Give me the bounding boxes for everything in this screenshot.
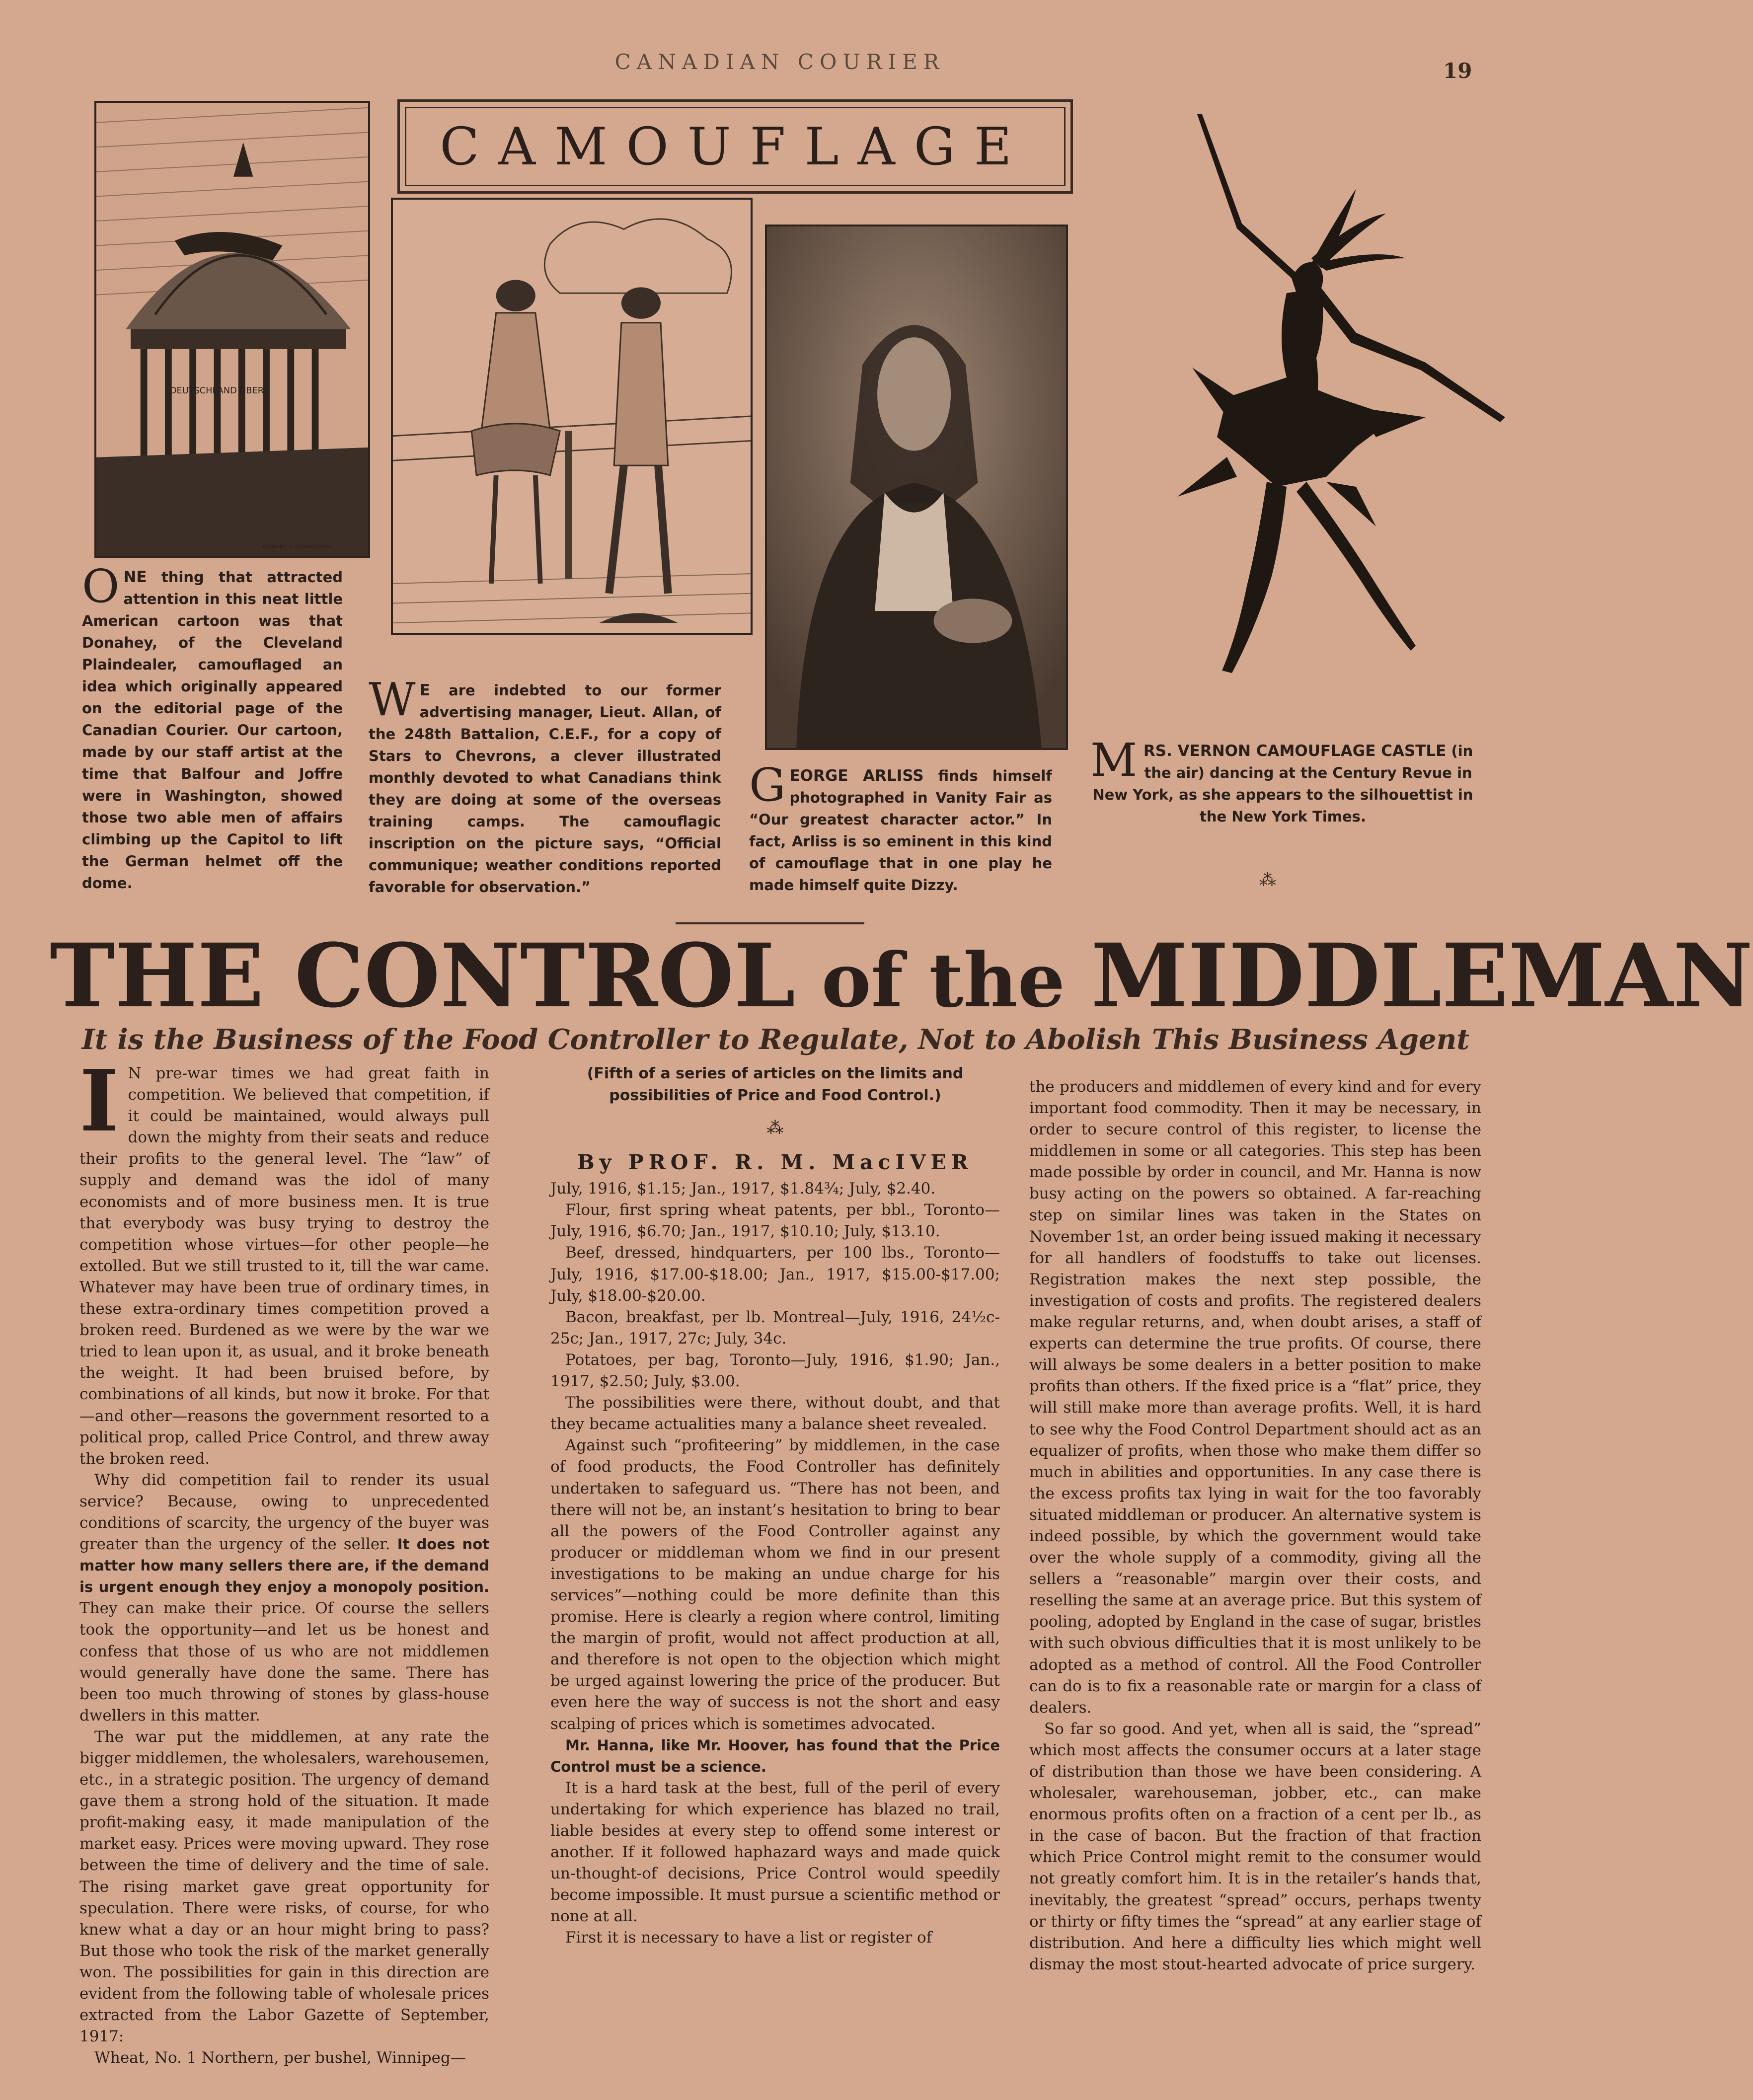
price-line-5: Potatoes, per bag, Toronto—July, 1916, $1.90; Jan., 1917, $2.50; July, $3.00.: [550, 1350, 1000, 1391]
col3-para-1: the producers and middlemen of every kind and for every important food commodity. Then it may be necessary, in order to secure control of this register, to license the middlemen in some or all categories. This step has been made possible by order in council, and Mr. Hanna is now busy acting on the powers so obtained. A far-reaching step on similar lines was taken in the States on November 1st, an order being issued making it necessary for all handlers of foodstuffs to take out licenses. Registration makes the next step possible, the investigation of costs and profits. The registered dealers make regular returns, and, when doubt arises, a staff of experts can determine the true profits. Of course, there will always be some dealers in a better position to make profits than others. If the fixed price is a “flat” price, they will still make more than average profits. Well, it is hard to see why the Food Control Department should act as an equalizer of profits, when those who make them differ so much in abilities and opportunities. In any case there is the excess profits tax lying in wait for the too favorably situated middleman or producer. An alternative system is indeed possible, by which the government would take over the whole supply of a commodity, giving all the sellers a “reasonable” margin over their costs, and reselling the same at an average price. But this system of pooling, adopted by England in the case of sugar, bristles with such obvious difficulties that it is most unlikely to be adopted as a method of control. All the Food Controller can do is to fix a reasonable rate or margin for a class of dealers.: [1029, 1078, 1481, 1717]
col2-para-1: The possibilities were there, without doubt, and that they became actualities many a balance sheet revealed.: [550, 1394, 1000, 1433]
article-column-3: [1029, 1076, 1481, 1975]
article-column-1: [79, 1051, 489, 2069]
article-headline: [50, 924, 1753, 1033]
arliss-caption-text: finds himself photographed in Vanity Fair as “Our greatest character actor.” In fact, Arliss is so eminent in this kind of camouflage that in one play he made himself quite Dizzy.: [749, 767, 1052, 894]
chevrons-caption-text: are indebted to our former advertising manager, Lieut. Allan, of the 248th Battalion, C.E.F., for a copy of Stars to Chevrons, a clever illustrated monthly devoted to what Canadians think they are doing at some of the overseas training camps. The camouflagic inscription on the picture says, “Official communique; weather conditions reported favorable for observation.”: [369, 682, 721, 896]
capitol-caption-lead: NE: [123, 568, 147, 586]
arliss-caption-lead: EORGE ARLISS: [789, 767, 924, 785]
capitol-caption-text: thing that attracted attention in this neat little American cartoon was that Donahey, of the Cleveland Plaindealer, camouflaged an idea which originally appeared on the editorial page of the Canadian Courier. Our cartoon, made by our staff artist at the time that Balfour and Joffre were in Washington, showed those two able men of affairs climbing up the Capitol to lift the German helmet off the dome.: [82, 569, 343, 892]
arliss-dropcap: G: [749, 758, 786, 812]
page-number: 19: [1443, 59, 1472, 83]
price-line-3: Beef, dressed, hindquarters, per 100 lbs., Toronto—July, 1916, $17.00-$18.00; Jan., 1917, $15.00-$17.00; July, $18.00-$20.00.: [550, 1244, 1000, 1305]
cartoon-helmet-label: DEUTSCHLAND UBER: [169, 385, 264, 396]
chevrons-cartoon: [391, 198, 753, 635]
castle-caption: [1090, 734, 1475, 827]
castle-dropcap: M: [1090, 734, 1138, 787]
running-head: CANADIAN COURIER: [614, 50, 945, 74]
article-dropcap: I: [79, 1051, 119, 1151]
col1-para-2a: Why did competition fail to render its usual service? Because, owing to unprecedented conditions of scarcity, the urgency of the buyer was greater than the urgency of the seller.: [79, 1471, 489, 1554]
chevrons-caption: [369, 673, 721, 898]
article-subhead: It is the Business of the Food Controller to Regulate, Not to Abolish This Business Agent: [81, 1023, 1470, 1056]
arliss-photo: [765, 225, 1068, 750]
col2-para-4: It is a hard task at the best, full of the peril of every undertaking for which experience has blazed no trail, liable besides at every step to offend some interest or another. If it followed haphazard ways and made quick un-thought-of decisions, Price Control would speedily become impossible. It must pursue a scientific method or none at all.: [550, 1779, 1000, 1926]
series-note: (Fifth of a series of articles on the limits and possibilities of Price and Food Control.): [587, 1065, 964, 1104]
arliss-caption: [749, 758, 1052, 896]
col1-para-1: N pre-war times we had great faith in competition. We believed that competition, if it could be maintained, would always pull down the mighty from their seats and reduce their profits to the general level. The “law” of supply and demand was the idol of many economists and of more business men. It is true that everybody was busy trying to destroy the competition whose virtues—for other people—he extolled. But we still trusted to it, till the war came. Whatever may have been true of ordinary times, in these extra-ordinary times competition proved a broken reed. Burdened as we were by the war we tried to lean upon it, as usual, and it broke beneath the weight. It had been bruised before, by combinations of all kinds, but now it broke. For that—and other—reasons the government resorted to a political prop, called Price Control, and threw away the broken reed.: [79, 1064, 489, 1468]
cartoon-credit: DONAHEY in Cleveland Plain: [263, 544, 333, 550]
headline-part-a: THE CONTROL: [50, 924, 796, 1027]
col1-para-4: Wheat, No. 1 Northern, per bushel, Winnipeg—: [94, 2049, 466, 2067]
capitol-dropcap: O: [82, 560, 120, 613]
article-byline: By PROF. R. M. MacIVER: [577, 1150, 973, 1175]
chevrons-dropcap: W: [369, 673, 416, 726]
castle-ornament: ⁂: [1259, 870, 1276, 890]
price-line-1: July, 1916, $1.15; Jan., 1917, $1.84¾; July, $2.40.: [550, 1180, 936, 1198]
price-line-4: Bacon, breakfast, per lb. Montreal—July, 1916, 24½c-25c; Jan., 1917, 27c; July, 34c.: [550, 1308, 1000, 1348]
col3-para-2: So far so good. And yet, when all is said, the “spread” which most affects the consumer occurs at a later stage of distribution than those we have been considering. A wholesaler, warehouseman, jobber, etc., can make enormous profits often on a fraction of a cent per lb., as in the case of bacon. But the fraction of that fraction which Price Control might remit to the consumer would not greatly comfort him. It is in the retailer’s hands that, inevitably, the greatest “spread” occurs, perhaps twenty or thirty or fifty times the “spread” at any earlier stage of distribution. And here a difficulty lies which might well dismay the most stout-hearted advocate of price surgery.: [1029, 1720, 1481, 1973]
col2-para-5: First it is necessary to have a list or register of: [565, 1929, 932, 1947]
castle-caption-text: (in the air) dancing at the Century Revue in New York, as she appears to the silhouettist in the New York Times.: [1092, 743, 1473, 825]
col2-para-3-bold: Mr. Hanna, like Mr. Hoover, has found that the Price Control must be a science.: [550, 1736, 1000, 1775]
price-line-2: Flour, first spring wheat patents, per bbl., Toronto—July, 1916, $6.70; Jan., 1917, $10.10; July, $13.10.: [550, 1201, 1000, 1241]
castle-caption-lead: RS. VERNON CAMOUFLAGE CASTLE: [1143, 742, 1447, 760]
headline-part-c: MIDDLEMAN: [1091, 924, 1753, 1027]
col1-para-2b: It does not matter how many sellers there are, if the demand is urgent enough they enjoy a monopoly position.: [79, 1536, 489, 1596]
capitol-cartoon: [94, 101, 370, 558]
capitol-caption: [82, 560, 343, 894]
article-column-2: [550, 1063, 1000, 1949]
col2-para-2: Against such “profiteering” by middlemen, in the case of food products, the Food Controller has definitely undertaken to safeguard us. “There has not been, and there will not be, an instant’s hesitation to bring to bear all the powers of the Food Controller against any producer or middleman whom we find in our present investigations to be making an undue charge for his services”—nothing could be more definite than this promise. Here is clearly a region where control, limiting the margin of profit, would not affect production at all, and therefore is not open to the objection which might be urged against lowering the price of the producer. But even here the way of success is not the short and easy scalping of prices which is sometimes advocated.: [550, 1436, 1000, 1733]
col2-asterism: ⁂: [766, 1118, 784, 1138]
col1-para-3: The war put the middlemen, at any rate the bigger middlemen, the wholesalers, warehousemen, etc., in a strategic position. The urgency of demand gave them a strong hold of the situation. It made profit-making easy, it made manipulation of the market easy. Prices were moving upward. They rose between the time of delivery and the time of sale. The rising market gave great opportunity for speculation. There were risks, of course, for who knew what a day or an hour might bring to pass? But those who took the risk of the market generally won. The possibilities for gain in this direction are evident from the following table of wholesale prices extracted from the Labor Gazette of September, 1917:: [79, 1727, 489, 2046]
castle-silhouette: [1078, 99, 1490, 720]
feature-title: CAMOUFLAGE: [440, 116, 1031, 177]
col1-para-2c: They can make their price. Of course the sellers took the opportunity—and let us be honest and confess that those of us who are not middlemen would generally have done the same. There has been too much throwing of stones by glass-house dwellers in this matter.: [79, 1599, 489, 1725]
chevrons-caption-lead: E: [419, 681, 430, 699]
feature-title-box: [397, 99, 1073, 194]
headline-part-b: of the: [795, 937, 1091, 1024]
